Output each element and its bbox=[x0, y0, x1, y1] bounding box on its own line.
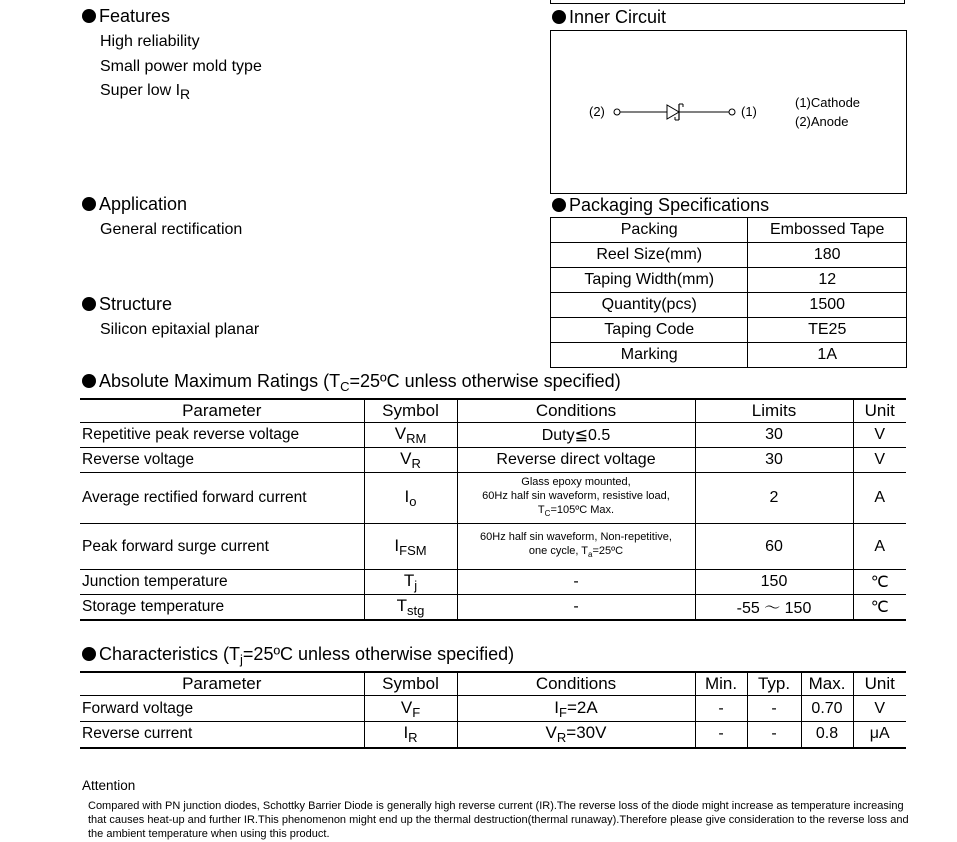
conditions-cell: $V_R=30V$ bbox=[457, 722, 695, 748]
symbol-cell: $V_R$ bbox=[364, 448, 457, 473]
symbol-cell: $T_j$ bbox=[364, 570, 457, 595]
pack-value: 180 bbox=[748, 243, 907, 268]
schottky-diode-symbol-icon bbox=[611, 99, 741, 125]
pack-key: Packing bbox=[551, 218, 748, 243]
min-cell: - bbox=[695, 722, 747, 748]
symbol-cell: $I_R$ bbox=[364, 722, 457, 748]
abs-max-table bbox=[80, 398, 906, 621]
pack-key: Taping Code bbox=[551, 318, 748, 343]
symbol-cell: $I_{FSM}$ bbox=[364, 524, 457, 570]
characteristics-heading: Characteristics ($T_j=25ºC$ unless otherwise specified) bbox=[82, 644, 514, 667]
unit-cell: A bbox=[853, 473, 906, 524]
table-row bbox=[551, 343, 907, 368]
table-row bbox=[80, 423, 906, 448]
inner-circuit-heading: Inner Circuit bbox=[552, 7, 666, 28]
max-cell: 0.8 bbox=[801, 722, 853, 748]
table-row bbox=[551, 293, 907, 318]
pack-value: 1A bbox=[748, 343, 907, 368]
table-row bbox=[80, 473, 906, 524]
table-row bbox=[80, 696, 906, 722]
col-header: Typ. bbox=[747, 672, 801, 696]
attention-body: Compared with PN junction diodes, Schottky Barrier Diode is generally high reverse current (IR).The reverse loss of the diode might increase as temperature increasing that causes heat-up and further IR.This phenomenon might end up the thermal destruction(thermal runaway).Therefore please give consideration to the reverse loss and the ambient temperature when using this product. bbox=[88, 800, 909, 840]
application-heading: Application bbox=[82, 194, 187, 215]
unit-cell: V bbox=[853, 696, 906, 722]
param-cell: Peak forward surge current bbox=[80, 524, 364, 570]
inner-circuit-box bbox=[550, 30, 907, 194]
abs-max-heading: Absolute Maximum Ratings ($T_C=25ºC$ unless otherwise specified) bbox=[82, 371, 621, 394]
legend-anode: (2)Anode bbox=[795, 114, 849, 129]
param-cell: Average rectified forward current bbox=[80, 473, 364, 524]
param-cell: Junction temperature bbox=[80, 570, 364, 595]
param-cell: Reverse voltage bbox=[80, 448, 364, 473]
bullet-icon bbox=[82, 374, 96, 388]
limit-cell: 150 bbox=[695, 570, 853, 595]
pack-value: Embossed Tape bbox=[748, 218, 907, 243]
param-cell: Reverse current bbox=[80, 722, 364, 748]
table-row bbox=[551, 318, 907, 343]
bullet-icon bbox=[82, 197, 96, 211]
pack-value: 1500 bbox=[748, 293, 907, 318]
col-header: Unit bbox=[853, 672, 906, 696]
pack-value: 12 bbox=[748, 268, 907, 293]
table-header-row bbox=[80, 672, 906, 696]
col-header: Conditions bbox=[457, 672, 695, 696]
packaging-table bbox=[550, 217, 907, 368]
unit-cell: V bbox=[853, 448, 906, 473]
limit-cell: 30 bbox=[695, 448, 853, 473]
conditions-cell: - bbox=[457, 595, 695, 620]
feature-item: Super low $I_R$ bbox=[100, 82, 191, 102]
feature-item: Small power mold type bbox=[100, 58, 262, 75]
pack-key: Quantity(pcs) bbox=[551, 293, 748, 318]
symbol-cell: $I_o$ bbox=[364, 473, 457, 524]
conditions-cell: Duty≦0.5 bbox=[457, 423, 695, 448]
pack-key: Marking bbox=[551, 343, 748, 368]
bullet-icon bbox=[552, 198, 566, 212]
conditions-cell: Reverse direct voltage bbox=[457, 448, 695, 473]
packaging-heading: Packaging Specifications bbox=[552, 195, 769, 216]
col-header: Min. bbox=[695, 672, 747, 696]
col-header: Symbol bbox=[364, 399, 457, 423]
conditions-cell: Glass epoxy mounted, 60Hz half sin waveform, resistive load, $T_C=105ºC$ Max. bbox=[457, 473, 695, 524]
col-header: Symbol bbox=[364, 672, 457, 696]
col-header: Limits bbox=[695, 399, 853, 423]
pin-label-right: (1) bbox=[741, 104, 757, 119]
conditions-cell: 60Hz half sin waveform, Non-repetitive, one cycle, $T_a=25ºC$ bbox=[457, 524, 695, 570]
col-header: Conditions bbox=[457, 399, 695, 423]
param-cell: Repetitive peak reverse voltage bbox=[80, 423, 364, 448]
limit-cell: 60 bbox=[695, 524, 853, 570]
unit-cell: V bbox=[853, 423, 906, 448]
feature-item: High reliability bbox=[100, 33, 200, 50]
table-row bbox=[80, 722, 906, 748]
bullet-icon bbox=[552, 10, 566, 24]
symbol-cell: $V_F$ bbox=[364, 696, 457, 722]
table-header-row bbox=[80, 399, 906, 423]
characteristics-table bbox=[80, 671, 906, 749]
table-row bbox=[551, 268, 907, 293]
symbol-cell: $T_{stg}$ bbox=[364, 595, 457, 620]
col-header: Max. bbox=[801, 672, 853, 696]
attention-title: Attention bbox=[82, 778, 136, 793]
previous-box-border bbox=[550, 0, 905, 4]
bullet-icon bbox=[82, 297, 96, 311]
table-row bbox=[80, 595, 906, 620]
pack-key: Taping Width(mm) bbox=[551, 268, 748, 293]
typ-cell: - bbox=[747, 696, 801, 722]
max-cell: 0.70 bbox=[801, 696, 853, 722]
pack-value: TE25 bbox=[748, 318, 907, 343]
pin-label-left: (2) bbox=[589, 104, 605, 119]
unit-cell: A bbox=[853, 524, 906, 570]
table-row bbox=[551, 243, 907, 268]
col-header: Parameter bbox=[80, 399, 364, 423]
legend-cathode: (1)Cathode bbox=[795, 95, 861, 110]
col-header: Parameter bbox=[80, 672, 364, 696]
typ-cell: - bbox=[747, 722, 801, 748]
unit-cell: ℃ bbox=[853, 595, 906, 620]
param-cell: Storage temperature bbox=[80, 595, 364, 620]
unit-cell: μA bbox=[853, 722, 906, 748]
conditions-cell: - bbox=[457, 570, 695, 595]
bullet-icon bbox=[82, 647, 96, 661]
table-row bbox=[80, 524, 906, 570]
table-row bbox=[551, 218, 907, 243]
unit-cell: ℃ bbox=[853, 570, 906, 595]
limit-cell: 2 bbox=[695, 473, 853, 524]
param-cell: Forward voltage bbox=[80, 696, 364, 722]
pack-key: Reel Size(mm) bbox=[551, 243, 748, 268]
application-text: General rectification bbox=[100, 221, 243, 238]
table-row bbox=[80, 448, 906, 473]
structure-heading: Structure bbox=[82, 294, 172, 315]
features-heading: Features bbox=[82, 6, 170, 27]
limit-cell: -55 ～ 150 bbox=[695, 595, 853, 620]
bullet-icon bbox=[82, 9, 96, 23]
table-row bbox=[80, 570, 906, 595]
symbol-cell: $V_{RM}$ bbox=[364, 423, 457, 448]
min-cell: - bbox=[695, 696, 747, 722]
limit-cell: 30 bbox=[695, 423, 853, 448]
conditions-cell: $I_F=2A$ bbox=[457, 696, 695, 722]
structure-text: Silicon epitaxial planar bbox=[100, 321, 260, 338]
col-header: Unit bbox=[853, 399, 906, 423]
